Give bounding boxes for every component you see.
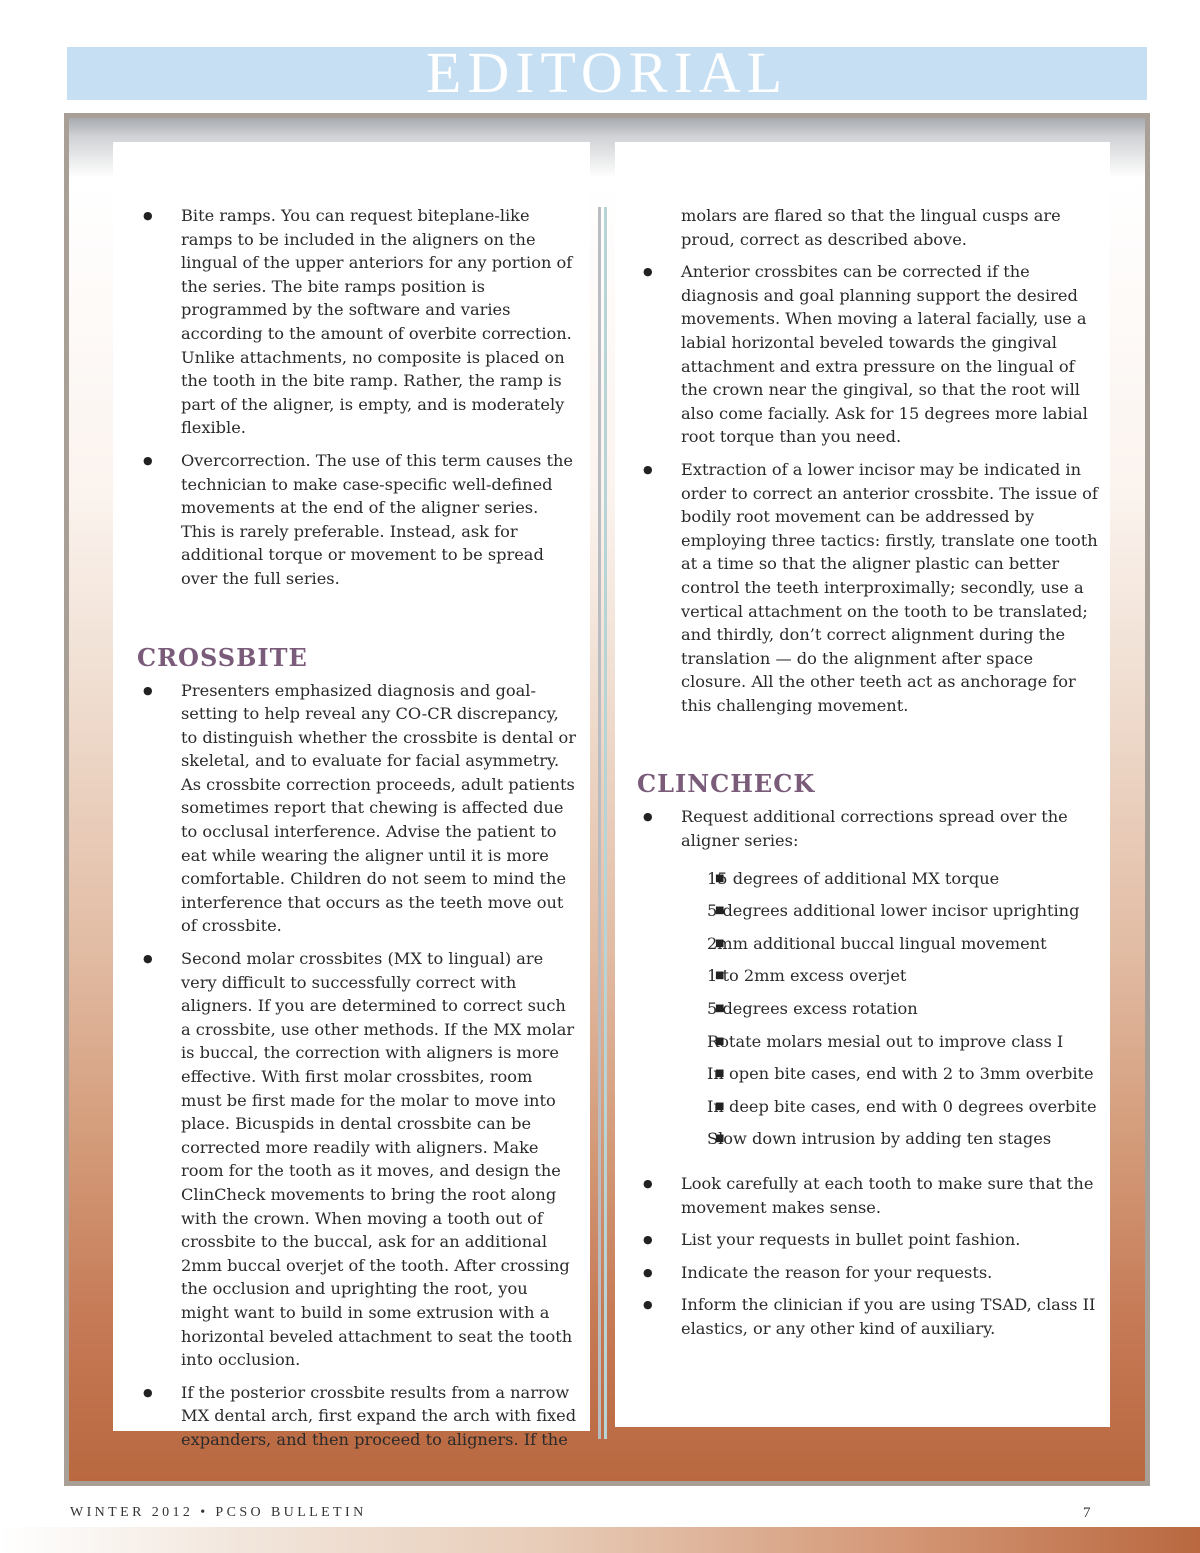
crossbite-heading: CROSSBITE — [137, 642, 308, 672]
sub-list-item: ■ 1 to 2mm excess overjet — [681, 964, 1099, 988]
list-item: ● List your requests in bullet point fashion. — [637, 1228, 1099, 1252]
sub-list-item: ■ Rotate molars mesial out to improve class I — [681, 1030, 1099, 1054]
list-item: ● Inform the clinician if you are using TSAD, class II elastics, or any other kind of auxiliary. — [637, 1293, 1099, 1340]
editorial-banner — [67, 40, 1147, 105]
column-divider-right — [604, 207, 607, 1439]
page-number: 7 — [1083, 1505, 1091, 1521]
clincheck-sublist — [681, 867, 1099, 1151]
list-item: ● Indicate the reason for your requests. — [637, 1261, 1099, 1285]
clincheck-intro: Request additional corrections spread over the aligner series: — [681, 807, 1068, 851]
list-item: ● Overcorrection. The use of this term causes the technician to make case-specific well-defined movements at the end of the aligner series. This is rarely preferable. Instead, ask for additional torque or movement to be spread over the full series. — [137, 449, 577, 591]
list-item: ● Second molar crossbites (MX to lingual) are very difficult to successfully correct with aligners. If you are determined to correct such a crossbite, use other methods. If the MX molar is buccal, the correction with aligners is more effective. With first molar crossbites, room must be first made for the molar to move into place. Bicuspids in dental crossbite can be corrected more readily with aligners. Make room for the tooth as it moves, and design the ClinCheck movements to bring the root along with the crown. When moving a tooth out of crossbite to the buccal, ask for an additional 2mm buccal overjet of the tooth. After crossing the occlusion and uprighting the root, you might want to build in some extrusion with a horizontal beveled attachment to seat the tooth into occlusion. — [137, 947, 577, 1372]
footer-publication: WINTER 2012 • PCSO BULLETIN — [70, 1505, 367, 1520]
list-item: ● Extraction of a lower incisor may be indicated in order to correct an anterior crossbite. The issue of bodily root movement can be addressed by employing three tactics: firstly, translate one tooth at a time so that the aligner plastic can better control the teeth interproximally; secondly, use a vertical attachment on the tooth to be translated; and thirdly, don’t correct alignment during the translation — do the alignment after space closure. All the other teeth act as anchorage for this challenging movement. — [637, 458, 1099, 718]
sub-list-item: ■ 15 degrees of additional MX torque — [681, 867, 1099, 891]
clincheck-heading: CLINCHECK — [637, 769, 816, 799]
right-column — [637, 204, 1099, 1350]
list-item — [637, 805, 1099, 1151]
list-item: ● Presenters emphasized diagnosis and goal-setting to help reveal any CO-CR discrepancy, to distinguish whether the crossbite is dental or skeletal, and to evaluate for facial asymmetry. As crossbite correction proceeds, adult patients sometimes report that chewing is affected due to occlusal interference. Advise the patient to eat while wearing the aligner until it is more comfortable. Children do not seem to mind the interference that occurs as the teeth move out of crossbite. — [137, 679, 577, 939]
sub-list-item: ■ In open bite cases, end with 2 to 3mm overbite — [681, 1062, 1099, 1086]
banner-title: EDITORIAL — [425, 40, 789, 105]
sub-list-item: ■ 5 degrees excess rotation — [681, 997, 1099, 1021]
crossbite-continued-list — [637, 260, 1099, 717]
left-column — [137, 204, 577, 1461]
list-item: ● Look carefully at each tooth to make sure that the movement makes sense. — [637, 1172, 1099, 1219]
footer-accent-bar — [0, 1527, 1200, 1553]
sub-list-item: ■ 2mm additional buccal lingual movement — [681, 932, 1099, 956]
intro-bullet-list — [137, 204, 577, 591]
sub-list-item: ■ Slow down intrusion by adding ten stages — [681, 1127, 1099, 1151]
clincheck-bullet-list — [637, 805, 1099, 1340]
crossbite-bullet-list — [137, 679, 577, 1452]
sub-list-item: ■ In deep bite cases, end with 0 degrees overbite — [681, 1095, 1099, 1119]
sub-list-item: ■ 5 degrees additional lower incisor uprighting — [681, 899, 1099, 923]
list-item: ● If the posterior crossbite results from a narrow MX dental arch, first expand the arch with fixed expanders, and then proceed to aligners. If the — [137, 1381, 577, 1452]
continued-text: molars are flared so that the lingual cusps are proud, correct as described above. — [681, 206, 1061, 249]
column-divider-left — [598, 207, 601, 1439]
list-item: ● Bite ramps. You can request biteplane-like ramps to be included in the aligners on the lingual of the upper anteriors for any portion of the series. The bite ramps position is programmed by the software and varies according to the amount of overbite correction. Unlike attachments, no composite is placed on the tooth in the bite ramp. Rather, the ramp is part of the aligner, is empty, and is moderately flexible. — [137, 204, 577, 440]
list-item: ● Anterior crossbites can be corrected if the diagnosis and goal planning support the desired movements. When moving a lateral facially, use a labial horizontal beveled towards the gingival attachment and extra pressure on the lingual of the crown near the gingival, so that the root will also come facially. Ask for 15 degrees more labial root torque than you need. — [637, 260, 1099, 449]
